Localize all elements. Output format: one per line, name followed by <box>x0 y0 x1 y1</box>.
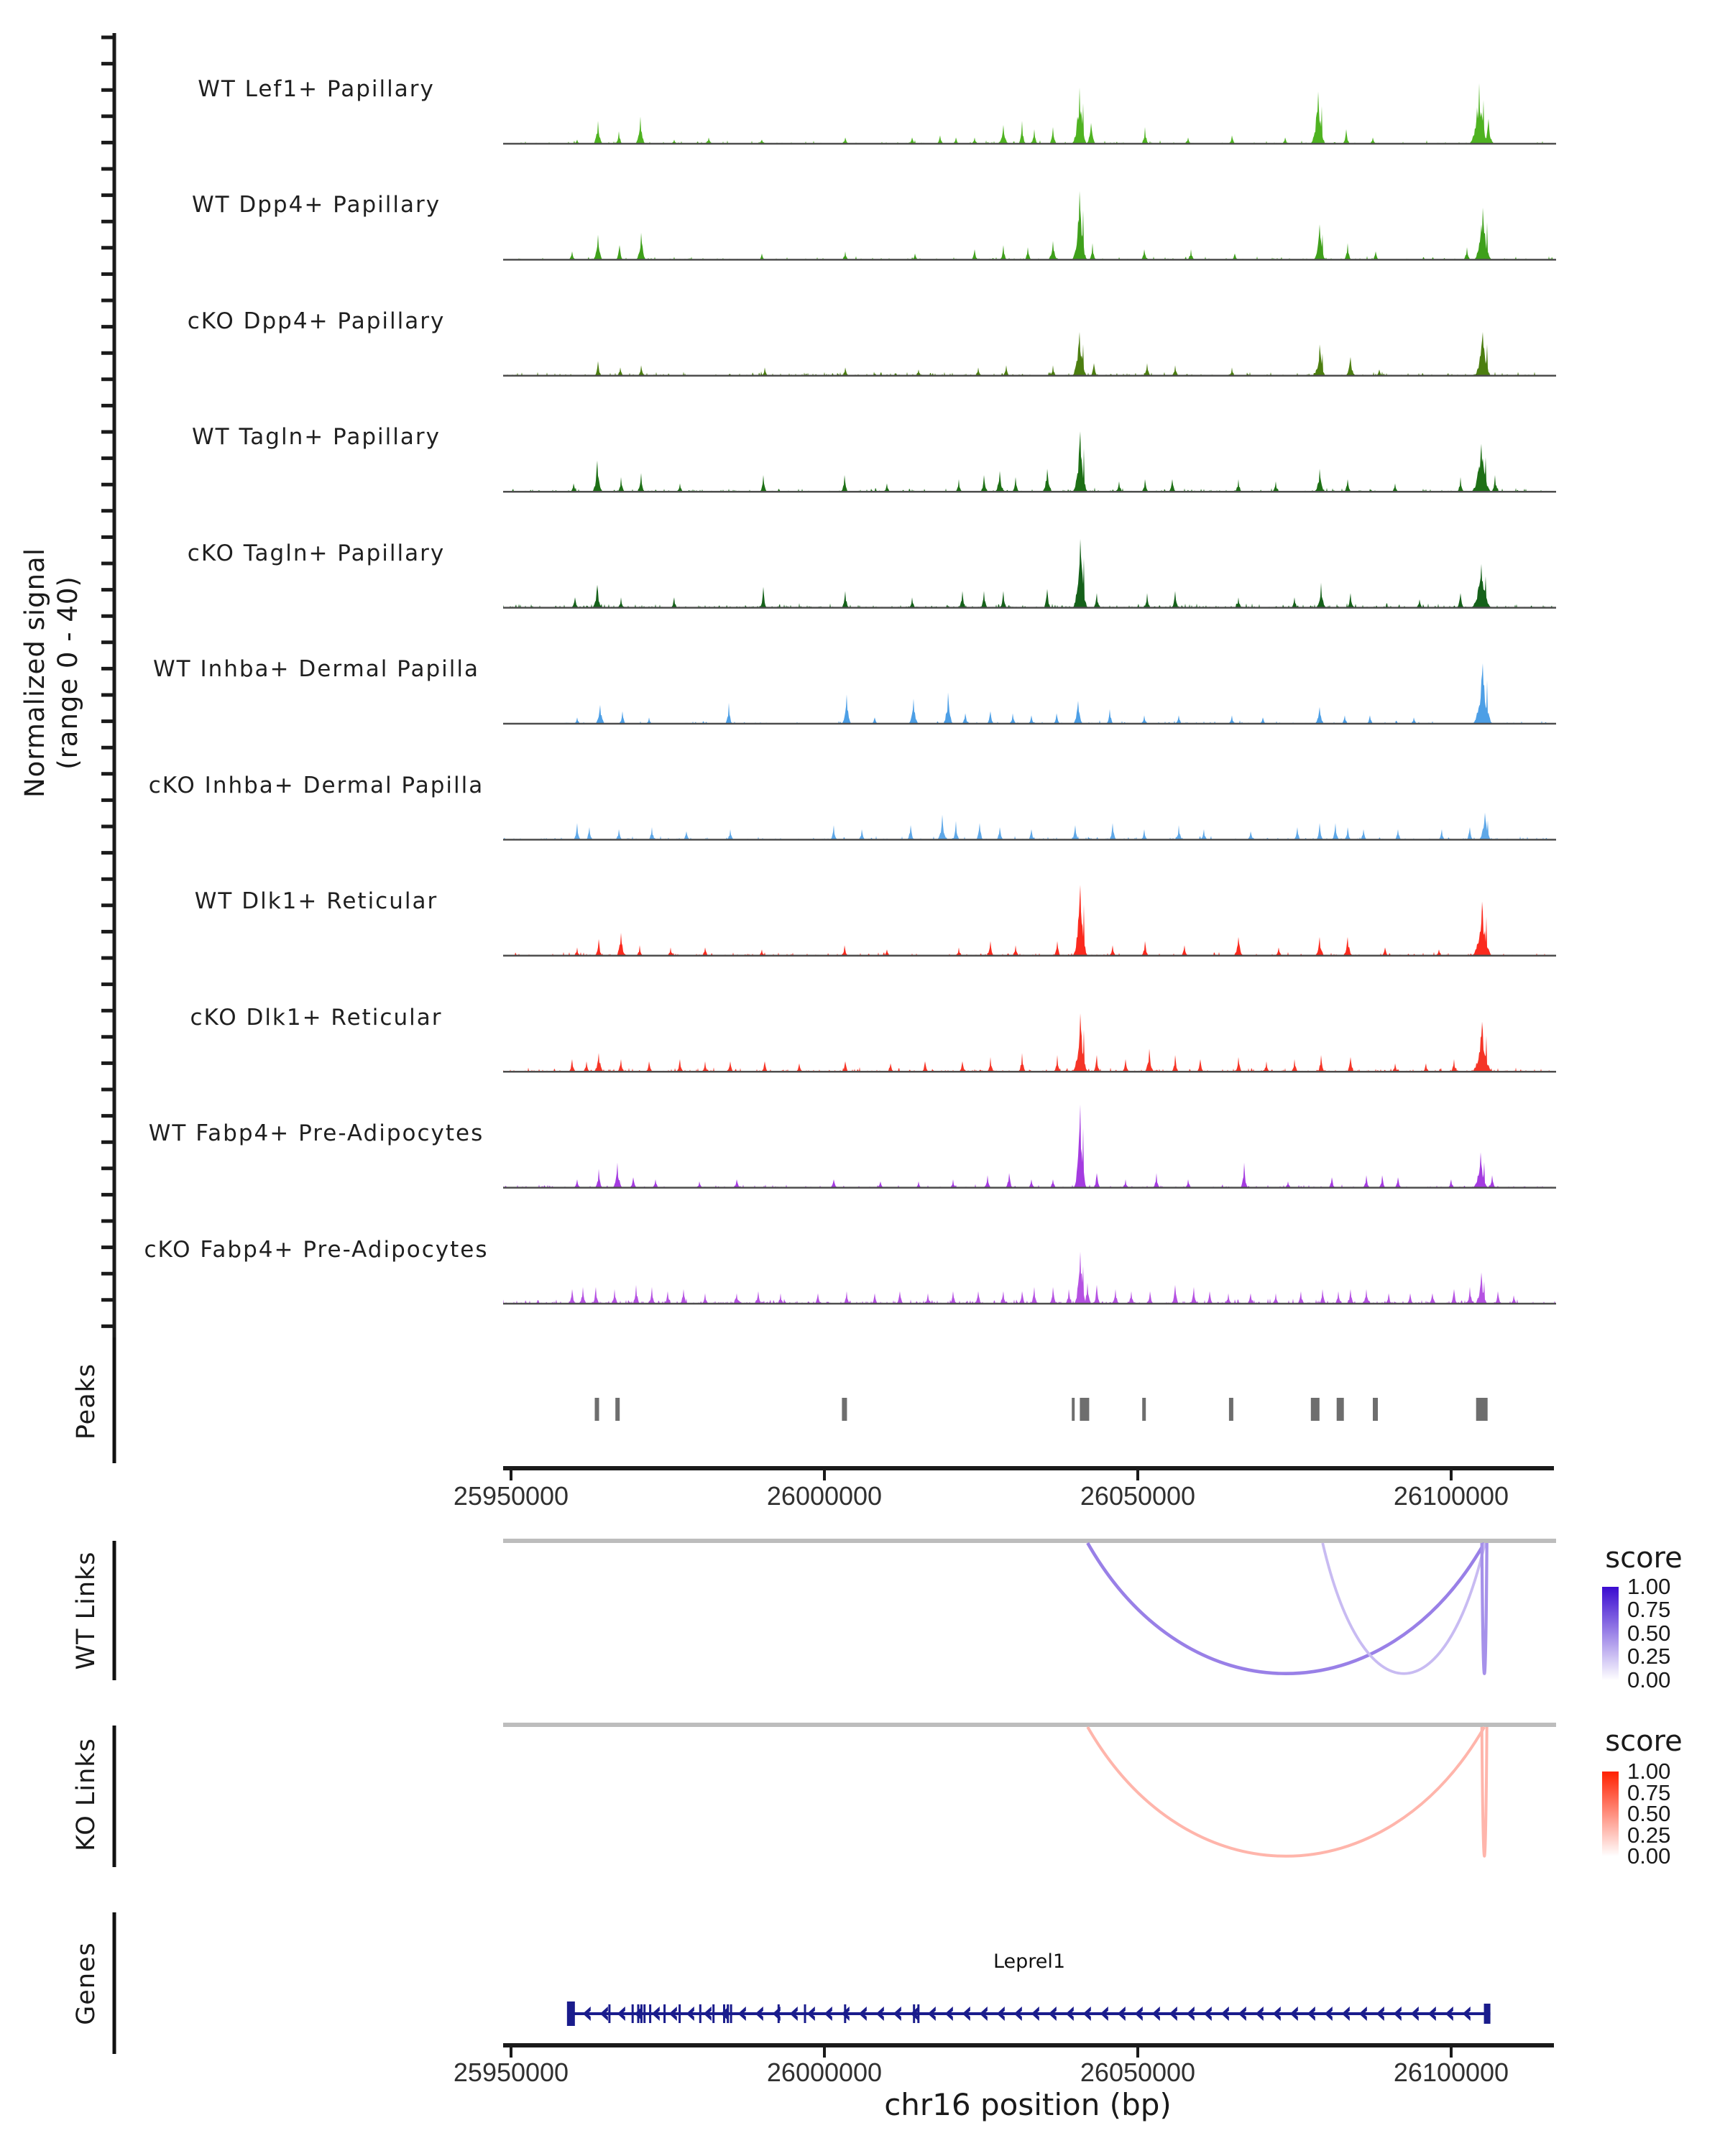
genes-x-axis <box>503 2045 1554 2058</box>
track-label-wt-dlk1: WT Dlk1+ Reticular <box>194 888 438 914</box>
peaks-track <box>595 1398 1488 1421</box>
axis2-tick-25950000: 25950000 <box>453 2058 569 2087</box>
coverage-track-7 <box>503 885 1555 956</box>
wt-legend-gradient <box>1602 1587 1619 1680</box>
coverage-track-9 <box>503 1105 1555 1188</box>
track-label-cko-tagln: cKO Tagln+ Papillary <box>187 540 446 566</box>
axis1-tick-26100000: 26100000 <box>1393 1481 1509 1511</box>
ko-link-arc <box>1087 1727 1484 1856</box>
coverage-track-2 <box>503 332 1555 376</box>
section-label-peaks: Peaks <box>72 1363 101 1440</box>
wt-link-arc <box>1087 1543 1484 1674</box>
ko-links-section <box>503 1725 1619 1856</box>
coverage-track-8 <box>503 1013 1555 1072</box>
wt-link-arc <box>1482 1543 1487 1674</box>
gene-model <box>567 2001 1491 2026</box>
coverage-track-4 <box>503 539 1555 608</box>
ko-legend-tick-050: 0.50 <box>1627 1801 1671 1826</box>
wt-legend-tick-100: 1.00 <box>1627 1574 1671 1599</box>
ko-legend-tick-100: 1.00 <box>1627 1759 1671 1784</box>
wt-legend-tick-075: 0.75 <box>1627 1597 1671 1622</box>
section-label-genes: Genes <box>72 1942 101 2025</box>
track-label-cko-dlk1: cKO Dlk1+ Reticular <box>190 1005 443 1031</box>
ko-legend-gradient <box>1602 1772 1619 1856</box>
track-label-wt-dpp4: WT Dpp4+ Papillary <box>191 192 441 218</box>
section-label-wt-links: WT Links <box>72 1551 101 1670</box>
coverage-track-10 <box>503 1252 1555 1304</box>
coverage-track-6 <box>503 813 1555 840</box>
ko-legend-tick-075: 0.75 <box>1627 1780 1671 1805</box>
y-axis-label-line2: (range 0 - 40) <box>52 576 83 770</box>
wt-legend-tick-025: 0.25 <box>1627 1644 1671 1669</box>
gene-name-label: Leprel1 <box>993 1950 1066 1973</box>
track-label-wt-inhba: WT Inhba+ Dermal Papilla <box>153 656 479 682</box>
coverage-track-1 <box>503 191 1555 260</box>
coverage-track-0 <box>503 83 1555 144</box>
track-label-cko-inhba: cKO Inhba+ Dermal Papilla <box>148 773 484 798</box>
ko-legend-tick-000: 0.00 <box>1627 1843 1671 1869</box>
wt-link-arc <box>1322 1543 1485 1674</box>
ko-links-legend-title: score <box>1605 1725 1683 1758</box>
axis1-tick-25950000: 25950000 <box>453 1481 569 1511</box>
track-label-wt-fabp4: WT Fabp4+ Pre-Adipocytes <box>148 1120 484 1146</box>
axis1-tick-26050000: 26050000 <box>1080 1481 1196 1511</box>
axis2-tick-26000000: 26000000 <box>766 2058 883 2087</box>
axis1-tick-26000000: 26000000 <box>766 1481 883 1511</box>
axis2-tick-26050000: 26050000 <box>1080 2058 1196 2087</box>
coverage-track-3 <box>503 431 1555 492</box>
track-label-cko-dpp4: cKO Dpp4+ Papillary <box>187 308 446 334</box>
ko-link-arc <box>1482 1727 1487 1856</box>
track-label-cko-fabp4: cKO Fabp4+ Pre-Adipocytes <box>144 1237 489 1263</box>
track-label-wt-lef1: WT Lef1+ Papillary <box>198 76 435 102</box>
wt-links-legend-title: score <box>1605 1542 1683 1575</box>
wt-legend-tick-000: 0.00 <box>1627 1667 1671 1692</box>
coverage-track-5 <box>503 663 1555 724</box>
peaks-x-axis <box>503 1468 1554 1480</box>
wt-links-section <box>503 1541 1619 1680</box>
axis2-tick-26100000: 26100000 <box>1393 2058 1509 2087</box>
signal-y-axis <box>101 33 114 1350</box>
track-label-wt-tagln: WT Tagln+ Papillary <box>192 424 441 450</box>
y-axis-label-line1: Normalized signal <box>19 547 50 798</box>
x-axis-label: chr16 position (bp) <box>884 2087 1172 2122</box>
section-label-ko-links: KO Links <box>72 1738 101 1851</box>
ko-legend-tick-025: 0.25 <box>1627 1823 1671 1848</box>
wt-legend-tick-050: 0.50 <box>1627 1621 1671 1646</box>
